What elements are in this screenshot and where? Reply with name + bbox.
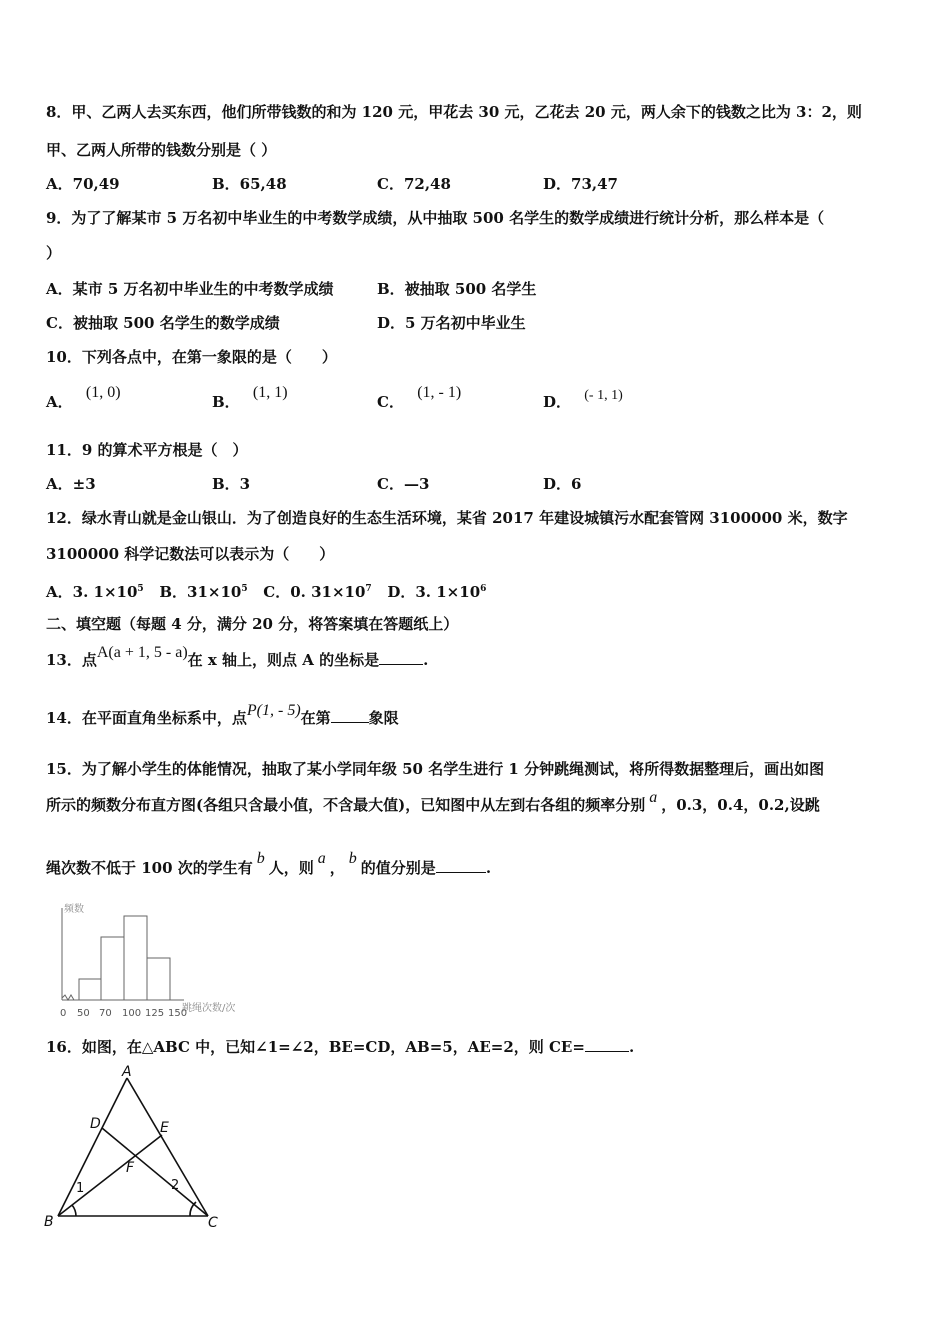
point-d-label: D xyxy=(90,1116,101,1132)
q8-option-d: D．73,47 xyxy=(543,175,618,193)
segment-be xyxy=(58,1135,162,1216)
q11-option-a: A．±3 xyxy=(46,475,96,493)
q15-line3-part1: 绳次数不低于 100 次的学生有 xyxy=(46,859,253,877)
q14-prefix: 14．在平面直角坐标系中，点 xyxy=(46,709,247,727)
q14-suffix: 在第 xyxy=(300,709,331,727)
q15-var-a: a xyxy=(649,789,658,806)
histogram-x-label: 跳绳次数/次 xyxy=(182,1003,236,1014)
q15-line3-comma: ， xyxy=(329,859,345,877)
q12-stem-line1: 12．绿水青山就是金山银山．为了创造良好的生态生活环境，某省 2017 年建设城镇污水配套管网 3100000 米，数字 xyxy=(46,509,848,527)
q16-end: . xyxy=(628,1038,635,1056)
q10-option-a-letter: A． xyxy=(46,393,73,411)
q15-var-b-repeat: b xyxy=(348,850,357,867)
q12-stem-line2: 3100000 科学记数法可以表示为（ ） xyxy=(46,545,335,563)
q8-stem-line2: 甲、乙两人所带的钱数分别是（ ） xyxy=(46,141,277,159)
histogram-tick-125: 125 xyxy=(145,1008,165,1019)
histogram-bars xyxy=(79,916,170,1000)
q13-stem xyxy=(46,644,429,671)
q15-stem-line2 xyxy=(46,789,820,816)
q9-option-b: B．被抽取 500 名学生 xyxy=(377,280,537,298)
q15-line2-part2: ，0.3，0.4，0.2,设跳 xyxy=(661,796,820,814)
q12-option-b xyxy=(159,583,247,601)
point-e-label: E xyxy=(160,1120,169,1136)
q15-stem-line1: 15．为了解小学生的体能情况，抽取了某小学同年级 50 名学生进行 1 分钟跳绳测试，将所得数据整理后，画出如图 xyxy=(46,760,825,778)
histogram-y-label: 频数 xyxy=(64,904,84,915)
q8-option-a: A．70,49 xyxy=(46,175,120,193)
q11-option-c: C．—3 xyxy=(377,475,430,493)
q10-option-a xyxy=(46,384,121,413)
histogram-bar-125-150 xyxy=(147,958,170,1000)
q16-answer-blank[interactable] xyxy=(585,1037,629,1052)
q16-stem xyxy=(46,1037,634,1057)
vertex-c-label: C xyxy=(208,1215,218,1231)
q9-stem-line2: ） xyxy=(46,244,62,262)
histogram-axes xyxy=(62,908,184,1000)
q12-option-b-base: B．31×10 xyxy=(159,583,242,601)
q11-option-b: B．3 xyxy=(212,475,251,493)
histogram-tick-labels xyxy=(60,1008,187,1019)
histogram-tick-50: 50 xyxy=(77,1008,90,1019)
angle-1-arc xyxy=(72,1205,76,1216)
q10-option-d xyxy=(543,388,623,414)
histogram-tick-70: 70 xyxy=(99,1008,112,1019)
q10-option-a-point: (1, 0) xyxy=(85,384,121,401)
q12-option-c xyxy=(263,583,371,601)
q10-stem: 10．下列各点中，在第一象限的是（ ） xyxy=(46,348,337,366)
q12-option-a-exp: 5 xyxy=(137,584,144,594)
histogram-tick-100: 100 xyxy=(122,1008,142,1019)
q8-option-b: B．65,48 xyxy=(212,175,287,193)
q14-answer-blank[interactable] xyxy=(331,708,369,723)
q14-stem xyxy=(46,702,399,729)
q11-stem: 11．9 的算术平方根是（ ） xyxy=(46,441,248,459)
q10-option-b xyxy=(212,384,288,413)
angle-2-arc xyxy=(190,1202,196,1216)
q15-line2-part1: 所示的频数分布直方图(各组只含最小值，不含最大值)，已知图中从左到右各组的频率分别 xyxy=(46,796,646,814)
section-2-heading: 二、填空题（每题 4 分，满分 20 分，将答案填在答题纸上） xyxy=(46,615,459,633)
q13-suffix: 在 x 轴上，则点 A 的坐标是 xyxy=(187,651,380,669)
q15-var-b: b xyxy=(256,850,265,867)
angle-2-label: 2 xyxy=(171,1178,180,1193)
histogram-tick-150: 150 xyxy=(168,1008,188,1019)
histogram-bar-100-125 xyxy=(124,916,147,1000)
q12-option-d-base: D．3. 1×10 xyxy=(387,583,481,601)
q12-option-d-exp: 6 xyxy=(480,584,487,594)
q13-point-expression: A(a + 1, 5 - a) xyxy=(96,644,188,661)
q16-text: 16．如图，在△ABC 中，已知∠1=∠2，BE=CD，AB=5，AE=2，则 CE= xyxy=(46,1038,585,1056)
q15-line3-part3: 的值分别是 xyxy=(360,859,436,877)
q12-option-b-exp: 5 xyxy=(241,584,248,594)
histogram-bar-70-100 xyxy=(101,937,124,1000)
q15-end: . xyxy=(485,859,492,877)
q10-option-b-letter: B． xyxy=(212,393,240,411)
q16-triangle-figure xyxy=(40,1064,230,1234)
q12-option-c-exp: 7 xyxy=(365,584,372,594)
q15-histogram xyxy=(44,898,264,1020)
q12-option-c-base: C．0. 31×10 xyxy=(263,583,366,601)
q15-answer-blank[interactable] xyxy=(436,858,486,873)
q15-var-a-repeat: a xyxy=(317,850,326,867)
q10-option-c-point: (1, - 1) xyxy=(417,384,462,401)
vertex-a-label: A xyxy=(122,1064,132,1080)
q10-option-c xyxy=(377,384,462,413)
q10-option-d-point: (- 1, 1) xyxy=(584,388,623,403)
q8-stem-line1: 8．甲、乙两人去买东西，他们所带钱数的和为 120 元，甲花去 30 元，乙花去 20 元，两人余下的钱数之比为 3：2，则 xyxy=(46,103,862,121)
q10-option-c-letter: C． xyxy=(377,393,404,411)
q9-option-d: D．5 万名初中毕业生 xyxy=(377,314,526,332)
point-f-label: F xyxy=(126,1160,135,1176)
histogram-axis-break xyxy=(62,995,74,1000)
segment-ab xyxy=(58,1078,127,1216)
q12-option-a-base: A．3. 1×10 xyxy=(46,583,138,601)
q12-option-d xyxy=(387,583,486,601)
q13-answer-blank[interactable] xyxy=(379,650,423,665)
q10-option-d-letter: D． xyxy=(543,393,572,411)
q13-prefix: 13．点 xyxy=(46,651,97,669)
angle-1-label: 1 xyxy=(76,1181,85,1196)
q12-option-a xyxy=(46,583,144,601)
histogram-tick-0: 0 xyxy=(60,1008,67,1019)
histogram-bar-50-70 xyxy=(79,979,101,1000)
q9-stem-line1: 9．为了了解某市 5 万名初中毕业生的中考数学成绩，从中抽取 500 名学生的数学成绩进行统计分析，那么样本是（ xyxy=(46,209,825,227)
q14-end: 象限 xyxy=(368,709,399,727)
q14-point-expression: P(1, - 5) xyxy=(246,702,301,719)
vertex-b-label: B xyxy=(44,1214,54,1230)
q11-option-d: D．6 xyxy=(543,475,582,493)
q10-option-b-point: (1, 1) xyxy=(252,384,288,401)
q15-line3-part2: 人，则 xyxy=(268,859,314,877)
q9-option-c: C．被抽取 500 名学生的数学成绩 xyxy=(46,314,280,332)
q12-options-row xyxy=(46,579,486,602)
q9-option-a: A．某市 5 万名初中毕业生的中考数学成绩 xyxy=(46,280,334,298)
q8-option-c: C．72,48 xyxy=(377,175,451,193)
q15-stem-line3 xyxy=(46,850,492,879)
segment-ac xyxy=(127,1078,208,1216)
q13-end: . xyxy=(423,651,429,669)
